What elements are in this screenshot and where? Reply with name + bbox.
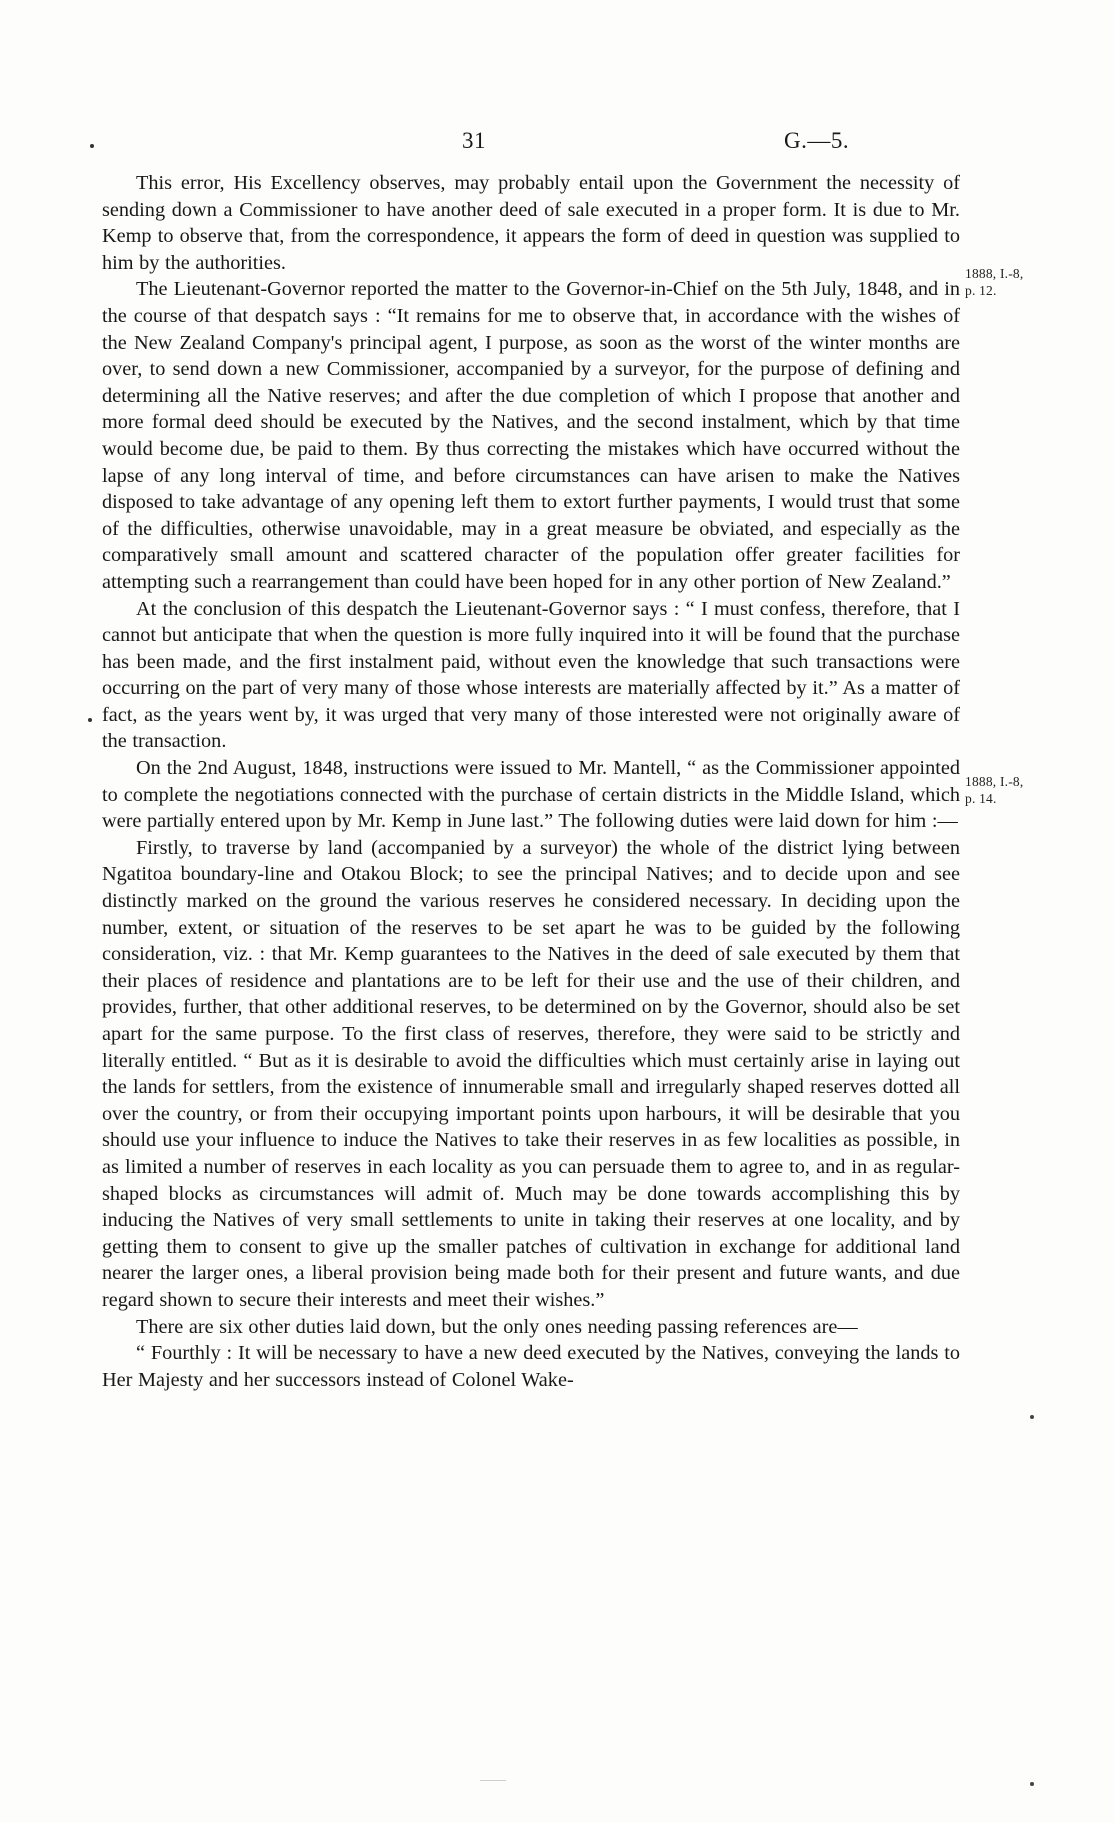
marginal-note-1 — [965, 265, 1105, 299]
ink-speck — [88, 718, 92, 722]
marginal-note-1-line2: p. 12. — [965, 283, 997, 298]
marginal-note-2 — [965, 773, 1105, 807]
paragraph-6: There are six other duties laid down, but the only ones needing passing references are— — [136, 1315, 858, 1338]
page-header — [0, 128, 1114, 158]
paragraph-4: On the 2nd August, 1848, instructions were issued to Mr. Mantell, “ as the Commissioner appointed to complete the negotiations connected with the purchase of certain districts in the Middle Island, which were partially entered upon by Mr. Kemp in June last.” The following duties were laid down for him :— — [102, 757, 960, 833]
paragraph-3: At the conclusion of this despatch the Lieutenant-Governor says : “ I must confess, therefore, that I cannot but anticipate that when the question is more fully inquired into it will be found that the purchase has been made, and the first instalment paid, without even the knowledge that such transactions were occurring on the part of very many of those whose interests are materially affected by it.” As a matter of fact, as the years went by, it was urged that very many of those interested were not originally aware of the transaction. — [102, 597, 960, 753]
ink-speck — [1030, 1415, 1034, 1419]
paragraph-1: This error, His Excellency observes, may probably entail upon the Government the necessity of sending down a Commissioner to have another deed of sale executed in a proper form. It is due to Mr. Kemp to observe that, from the correspondence, it appears the form of deed in question was supplied to him by the authorities. — [102, 172, 960, 274]
footer-rule — [480, 1780, 506, 1781]
page-number: 31 — [462, 128, 486, 153]
marginal-note-2-line1: 1888, I.-8, — [965, 774, 1024, 789]
document-reference: G.—5. — [784, 128, 850, 153]
paragraph-7: “ Fourthly : It will be necessary to have a new deed executed by the Natives, conveying the lands to Her Majesty and her successors instead of Colonel Wake- — [102, 1342, 960, 1391]
paragraph-5: Firstly, to traverse by land (accompanied by a surveyor) the whole of the district lying between Ngatitoa boundary-line and Otakou Block; to see the principal Natives; and to decide upon and see distinctly marked on the ground the various reserves he considered necessary. In deciding upon the number, extent, or situation of the reserves to be set apart he was to be guided by the following consideration, viz. : that Mr. Kemp guarantees to the Natives in the deed of sale executed by them that their places of residence and plantations are to be left for their use and the use of their children, and provides, further, that other additional reserves, to be determined on by the Governor, should also be set apart for the same purpose. To the first class of reserves, therefore, they were said to be strictly and literally entitled. “ But as it is desirable to avoid the difficulties which must certainly arise in laying out the lands for settlers, from the existence of innumerable small and irregularly shaped reserves dotted all over the country, or from their occupying important points upon harbours, it will be desirable that you should use your influence to induce the Natives to take their reserves in as few localities as possible, in as limited a number of reserves in each locality as you can persuade them to agree to, and in as regular-shaped blocks as circumstances will admit of. Much may be done towards accomplishing this by inducing the Natives of very small settlements to unite in taking their reserves at one locality, and by getting them to consent to give up the smaller patches of cultivation in exchange for additional land nearer the larger ones, a liberal provision being made both for their present and future wants, and due regard shown to secure their interests and meet their wishes.” — [102, 836, 960, 1311]
marginal-note-2-line2: p. 14. — [965, 791, 997, 806]
paragraph-2: The Lieutenant-Governor reported the matter to the Governor-in-Chief on the 5th July, 1848, and in the course of that despatch says : “It remains for me to observe that, in accordance with the wishes of the New Zealand Company's principal agent, I purpose, as soon as the worst of the winter months are over, to send down a new Commissioner, accompanied by a surveyor, for the purpose of defining and determining all the Native reserves; and after the due completion of which I propose that another and more formal deed should be executed by the Natives, and the second instalment, which by that time would become due, be paid to them. By thus correcting the mistakes which have occurred without the lapse of any long interval of time, and before circumstances can have arisen to make the Natives disposed to take advantage of any opening left them to extort further payments, I would trust that some of the difficulties, otherwise unavoidable, may in a great measure be obviated, and especially as the comparatively small amount and scattered character of the population offer greater facilities for attempting such a rearrangement than could have been hoped for in any other portion of New Zealand.” — [102, 278, 960, 593]
marginal-note-1-line1: 1888, I.-8, — [965, 266, 1024, 281]
ink-speck — [1030, 1782, 1034, 1786]
ink-speck — [90, 144, 94, 148]
body-text — [102, 170, 960, 1393]
